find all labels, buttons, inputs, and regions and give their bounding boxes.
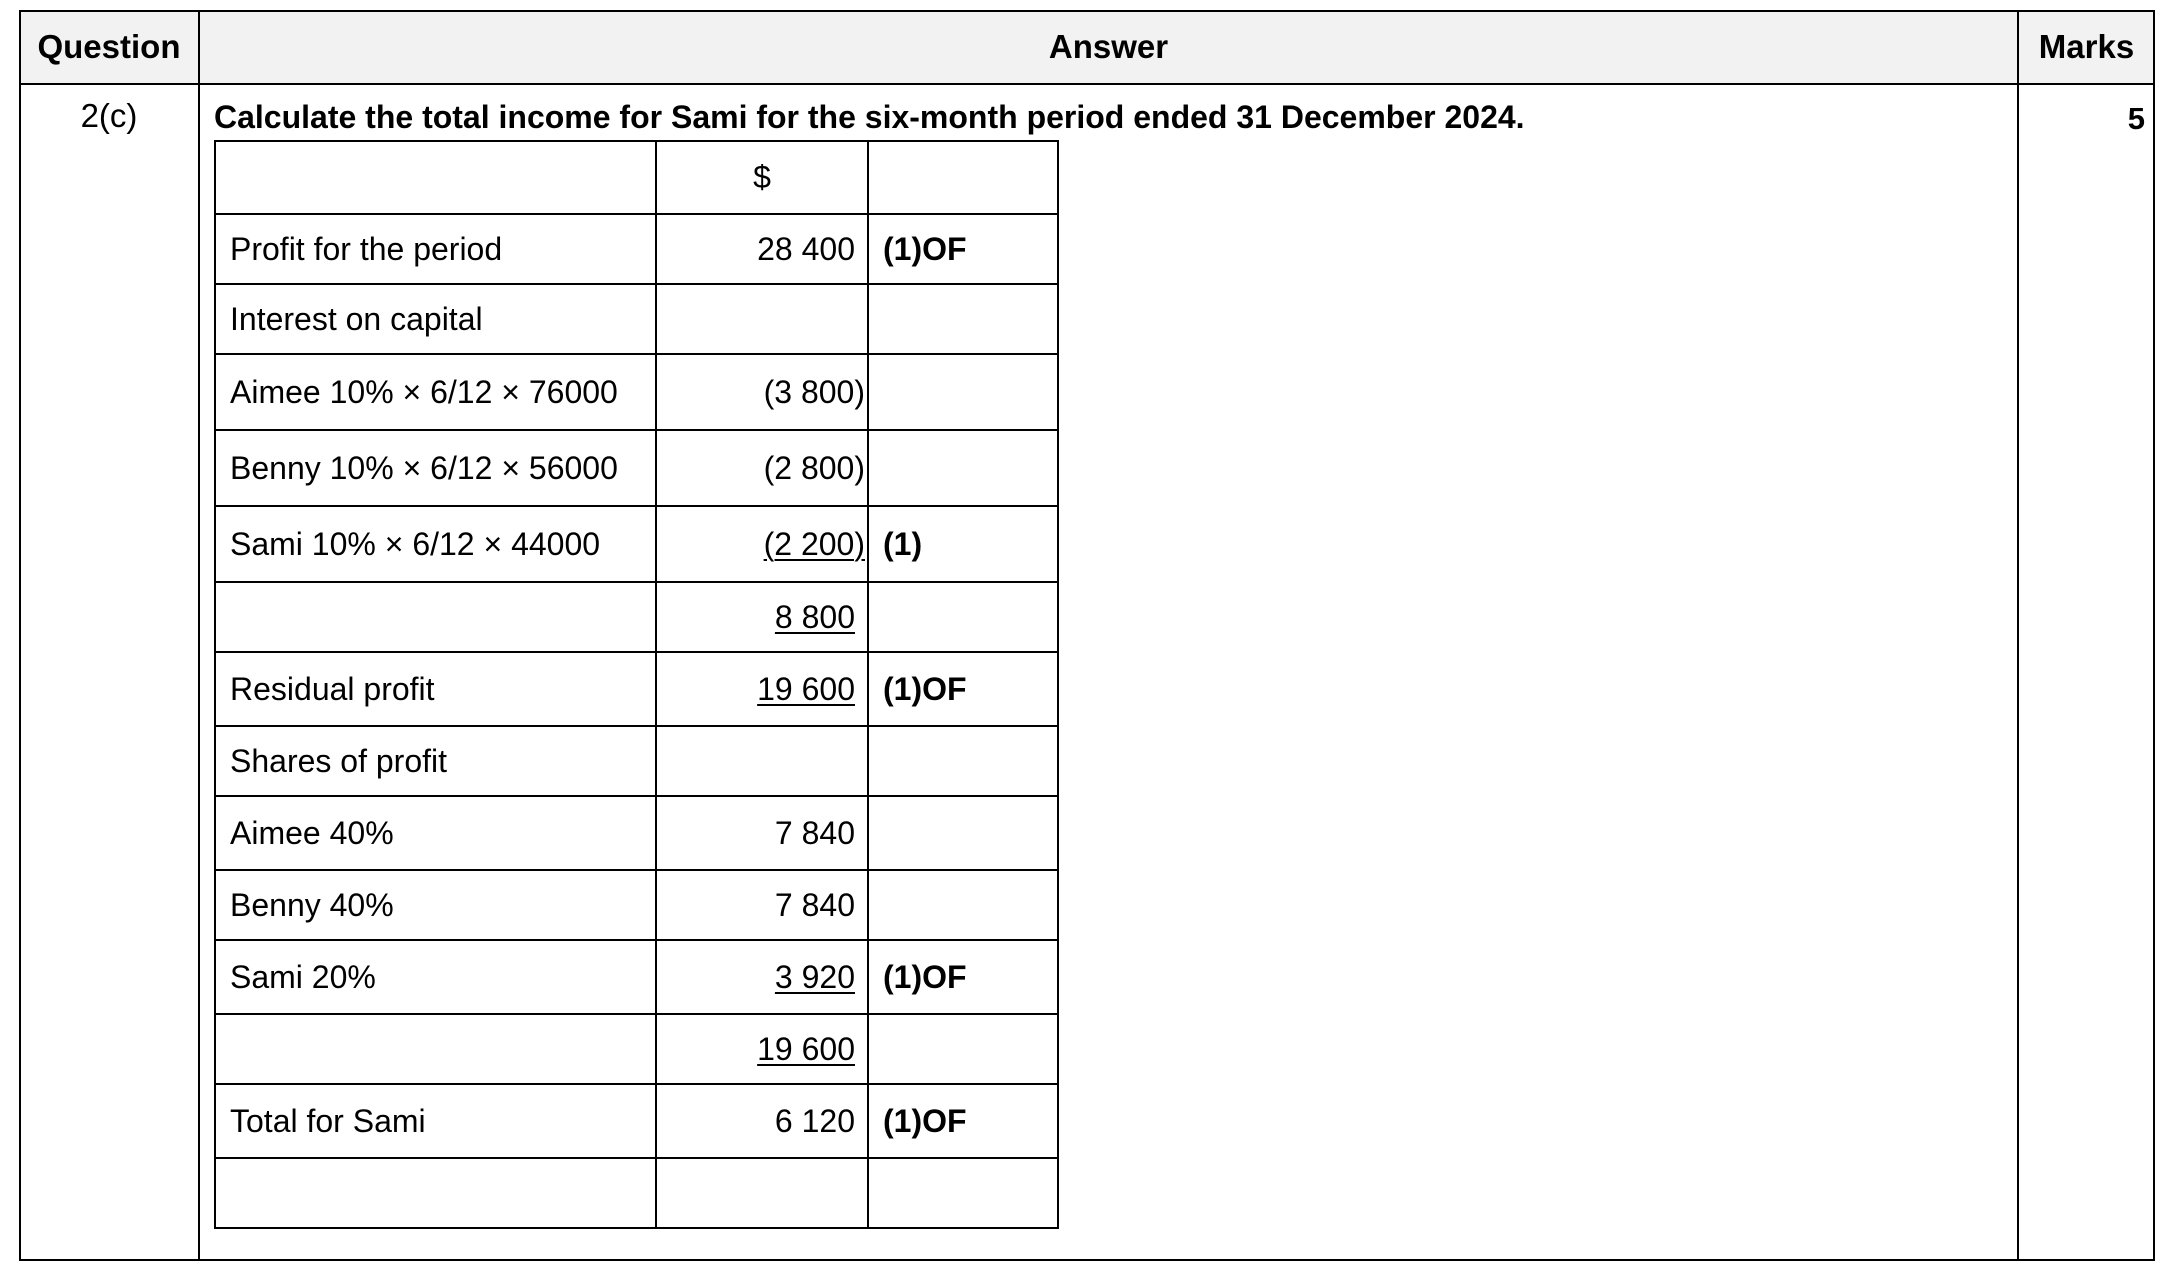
row-description: Interest on capital (215, 284, 656, 354)
row-amount (656, 1014, 868, 1084)
table-row (215, 582, 1058, 652)
row-mark (868, 796, 1058, 870)
subtotal-value: 8 800 (774, 598, 855, 635)
shares-total-value: 19 600 (757, 1030, 855, 1067)
row-mark: (1)OF (868, 1084, 1058, 1158)
table-row (215, 354, 1058, 430)
table-row (215, 940, 1058, 1014)
row-amount (656, 726, 868, 796)
row-amount (656, 1158, 868, 1228)
header-desc-cell (215, 141, 656, 214)
column-divider-marks (2017, 10, 2019, 1261)
row-description: Aimee 10% × 6/12 × 76000 (215, 354, 656, 430)
row-amount (656, 284, 868, 354)
row-mark: (1)OF (868, 652, 1058, 726)
row-amount (656, 652, 868, 726)
row-mark (868, 1014, 1058, 1084)
row-description: Shares of profit (215, 726, 656, 796)
row-mark (868, 430, 1058, 506)
row-amount (656, 582, 868, 652)
row-amount: (3 800) (656, 354, 868, 430)
total-marks: 5 (2127, 101, 2145, 136)
row-mark: (1)OF (868, 214, 1058, 284)
row-description: Sami 20% (215, 940, 656, 1014)
row-mark: (1) (868, 506, 1058, 582)
table-row (215, 1158, 1058, 1228)
table-row (215, 652, 1058, 726)
row-amount: 7 840 (656, 796, 868, 870)
row-mark (868, 284, 1058, 354)
row-amount (656, 940, 868, 1014)
table-row (215, 1084, 1058, 1158)
table-row (215, 430, 1058, 506)
row-description: Profit for the period (215, 214, 656, 284)
working-table (214, 140, 1059, 1229)
row-mark (868, 354, 1058, 430)
row-mark (868, 582, 1058, 652)
row-mark (868, 1158, 1058, 1228)
table-row (215, 506, 1058, 582)
sami-share-value: 3 920 (774, 958, 855, 995)
residual-profit-value: 19 600 (757, 670, 855, 707)
row-amount: 28 400 (656, 214, 868, 284)
row-amount: (2 200) (656, 506, 868, 582)
table-row (215, 796, 1058, 870)
table-row (215, 214, 1058, 284)
table-row (215, 284, 1058, 354)
row-description: Total for Sami (215, 1084, 656, 1158)
header-marks: Marks (2038, 28, 2135, 65)
table-row (215, 870, 1058, 940)
header-mark-cell (868, 141, 1058, 214)
row-description (215, 582, 656, 652)
row-description (215, 1158, 656, 1228)
row-mark (868, 870, 1058, 940)
question-number: 2(c) (80, 97, 138, 134)
row-description: Aimee 40% (215, 796, 656, 870)
column-divider-question (198, 10, 200, 1261)
row-description: Sami 10% × 6/12 × 44000 (215, 506, 656, 582)
row-amount: 7 840 (656, 870, 868, 940)
table-row (215, 726, 1058, 796)
row-amount: (2 800) (656, 430, 868, 506)
currency-header: $ (656, 141, 868, 214)
header-answer: Answer (1048, 28, 1169, 65)
row-amount: 6 120 (656, 1084, 868, 1158)
row-mark: (1)OF (868, 940, 1058, 1014)
header-question: Question (37, 28, 181, 65)
table-header-row (215, 141, 1058, 214)
row-mark (868, 726, 1058, 796)
row-description: Benny 10% × 6/12 × 56000 (215, 430, 656, 506)
row-description: Benny 40% (215, 870, 656, 940)
row-description: Residual profit (215, 652, 656, 726)
question-prompt: Calculate the total income for Sami for the six-month period ended 31 December 2024. (214, 99, 1525, 135)
row-description (215, 1014, 656, 1084)
table-row (215, 1014, 1058, 1084)
